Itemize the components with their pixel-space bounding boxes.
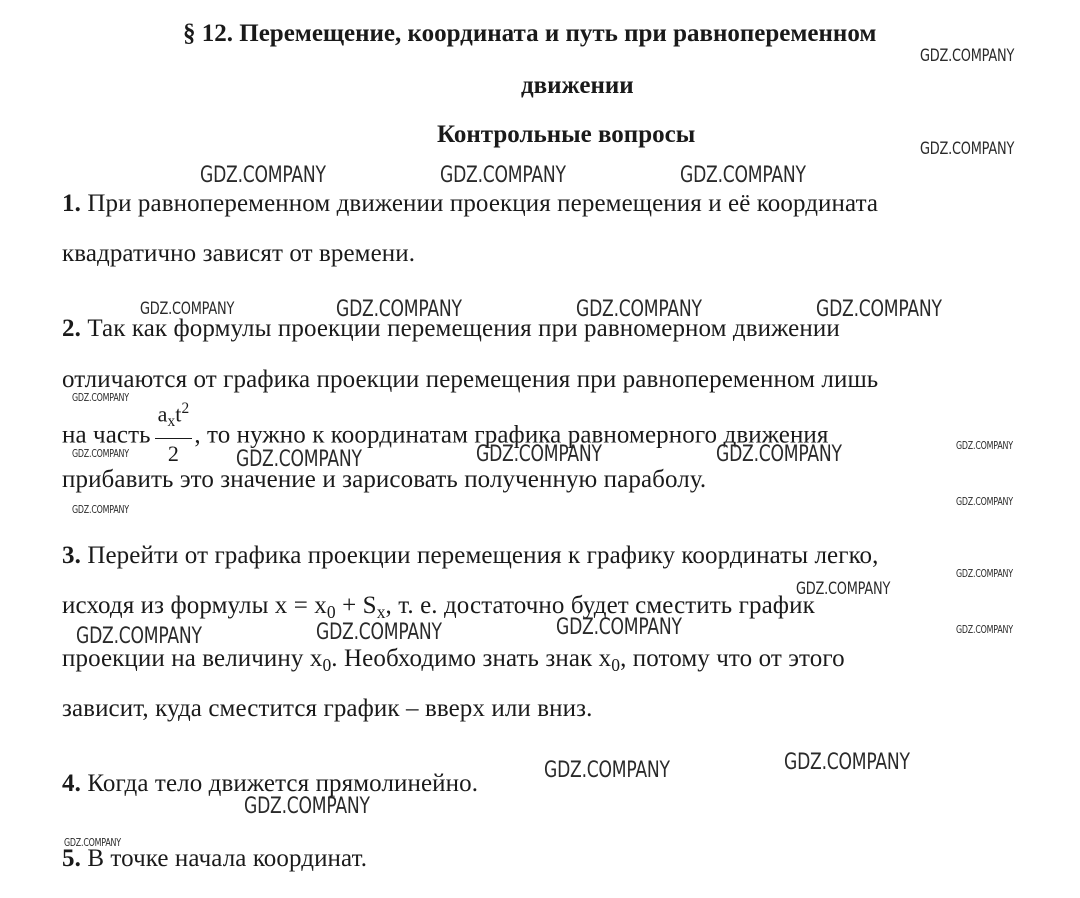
answer-3-text-2-pre: исходя из формулы x = x [62, 592, 327, 619]
watermark: GDZ.COMPANY [956, 623, 1013, 636]
fraction-t: t [175, 401, 182, 427]
fraction-ax-t2-over-2 [155, 396, 193, 469]
answer-2-line-4 [62, 466, 706, 494]
watermark: GDZ.COMPANY [796, 579, 891, 599]
answer-1-text-2: квадратично зависят от времени. [62, 240, 416, 267]
watermark: GDZ.COMPANY [576, 297, 702, 322]
fraction-denominator: 2 [167, 441, 180, 467]
answer-2-text-3-post: , то нужно к координатам графика равномерного движения [194, 421, 829, 449]
watermark: GDZ.COMPANY [72, 503, 129, 516]
answer-3-sub-4: 0 [611, 654, 621, 675]
answer-3-line-1 [62, 542, 879, 570]
watermark: GDZ.COMPANY [316, 620, 442, 645]
section-title-line2: движении [521, 72, 634, 99]
answer-3-text-3-post: , потому что от этого [620, 645, 845, 672]
fraction-numerator [155, 396, 193, 439]
watermark: GDZ.COMPANY [816, 297, 942, 322]
watermark: GDZ.COMPANY [956, 439, 1013, 452]
answer-3-text-3-mid: . Необходимо знать знак x [331, 645, 612, 672]
answer-4-text-1: Когда тело движется прямолинейно. [87, 770, 479, 797]
answer-3-text-3-pre: проекции на величину x [62, 645, 323, 672]
answer-1-line-1 [62, 190, 878, 218]
answer-2-text-3-pre: на часть [62, 421, 151, 449]
watermark: GDZ.COMPANY [956, 567, 1013, 580]
answer-5-text-1: В точке начала координат. [87, 845, 368, 872]
fraction-power: 2 [181, 400, 190, 417]
answer-2-text-2: отличаются от графика проекции перемещения при равнопеременном лишь [62, 366, 879, 393]
answer-4-number: 4. [62, 770, 81, 797]
answer-3-line-4 [62, 695, 592, 723]
watermark: GDZ.COMPANY [236, 447, 362, 472]
answer-2-line-2 [62, 366, 878, 394]
answer-5-number: 5. [62, 845, 81, 872]
answer-5-line-1 [62, 845, 367, 873]
watermark: GDZ.COMPANY [544, 758, 670, 783]
subtitle-control-questions: Контрольные вопросы [437, 121, 696, 148]
answer-2-line-3 [62, 400, 829, 473]
watermark: GDZ.COMPANY [76, 624, 202, 649]
watermark: GDZ.COMPANY [64, 836, 121, 849]
watermark: GDZ.COMPANY [140, 299, 235, 319]
answer-2-text-4: прибавить это значение и зарисовать полученную параболу. [62, 466, 707, 493]
fraction-sub-x: x [167, 413, 176, 431]
answer-3-text-2-post: , т. е. достаточно будет сместить график [385, 592, 815, 619]
answer-1-text-1: При равнопеременном движении проекция перемещения и её координата [87, 190, 879, 217]
answer-1-line-2 [62, 240, 415, 268]
answer-3-line-3 [62, 645, 845, 676]
answer-2-text-1: Так как формулы проекции перемещения при равномерном движении [87, 315, 840, 342]
fraction-a: a [157, 401, 168, 427]
watermark: GDZ.COMPANY [440, 163, 566, 188]
answer-3-number: 3. [62, 542, 81, 569]
answer-3-sub-3: 0 [322, 654, 332, 675]
watermark: GDZ.COMPANY [716, 442, 842, 467]
watermark: GDZ.COMPANY [784, 750, 910, 775]
watermark: GDZ.COMPANY [476, 442, 602, 467]
watermark: GDZ.COMPANY [244, 794, 370, 819]
answer-3-text-2-mid: + S [335, 592, 377, 619]
watermark: GDZ.COMPANY [920, 139, 1015, 159]
answer-3-text-1: Перейти от графика проекции перемещения к графику координаты легко, [87, 542, 879, 569]
section-title-line1: § 12. Перемещение, координата и путь при равнопеременном [183, 20, 877, 47]
watermark: GDZ.COMPANY [200, 163, 326, 188]
watermark: GDZ.COMPANY [556, 615, 682, 640]
watermark: GDZ.COMPANY [72, 391, 129, 404]
answer-1-number: 1. [62, 190, 81, 217]
watermark: GDZ.COMPANY [680, 163, 806, 188]
answer-3-text-4: зависит, куда сместится график – вверх или вниз. [62, 695, 593, 722]
watermark: GDZ.COMPANY [920, 46, 1015, 66]
watermark: GDZ.COMPANY [336, 297, 462, 322]
watermark: GDZ.COMPANY [72, 447, 129, 460]
answer-3-line-2 [62, 592, 815, 623]
watermark: GDZ.COMPANY [956, 495, 1013, 508]
answer-3-sub-2: x [376, 601, 386, 622]
answer-2-number: 2. [62, 315, 81, 342]
answer-3-sub-1: 0 [326, 601, 336, 622]
